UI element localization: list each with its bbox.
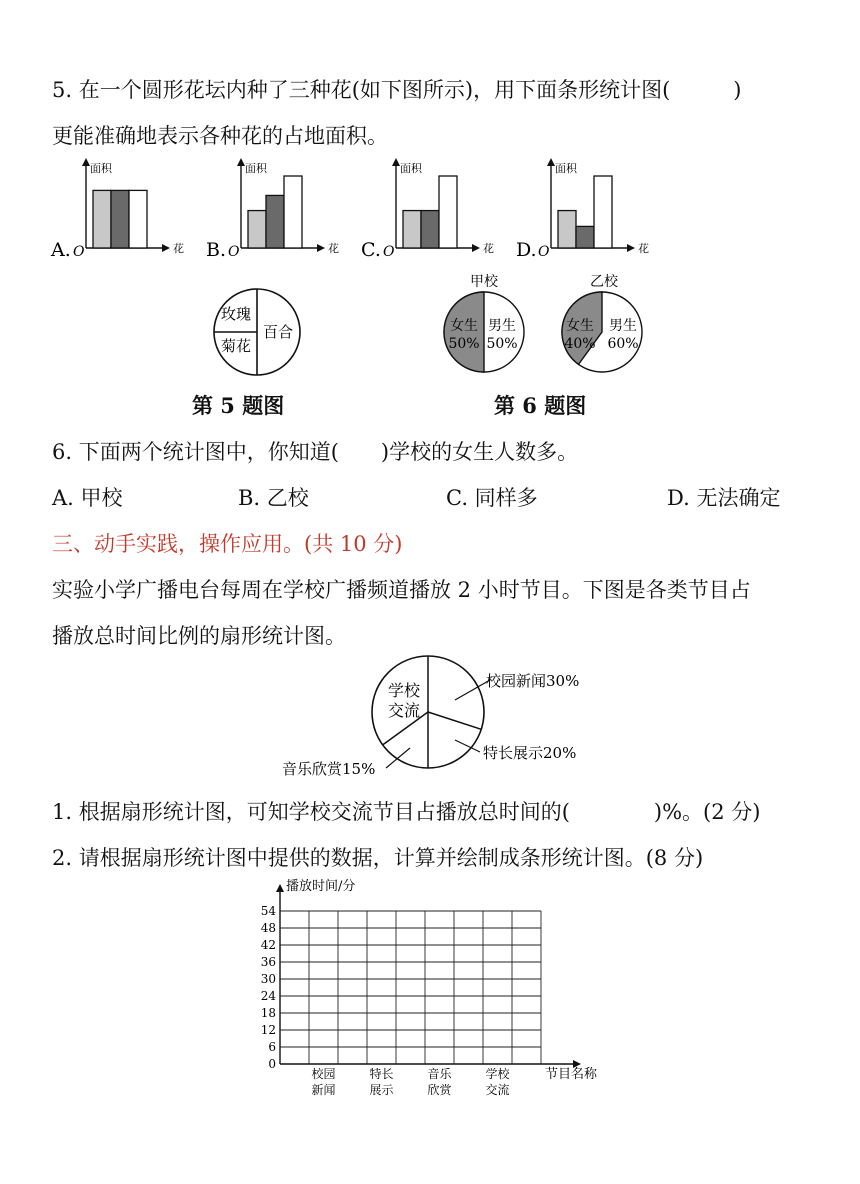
school-b-boys-pct: 60%	[607, 336, 639, 352]
blank-bar-chart[interactable]	[250, 876, 610, 1106]
q6-option-d[interactable]: D. 无法确定	[667, 486, 781, 510]
option-letter: C.	[361, 239, 381, 261]
y-axis-arrow	[276, 884, 284, 892]
option-bar	[421, 211, 439, 248]
section3-title: 三、动手实践，操作应用。(共 10 分)	[52, 532, 403, 556]
y-axis-label: 面积	[400, 162, 422, 175]
program-pie-chart	[270, 650, 610, 780]
school-b-girls-label: 女生	[566, 318, 594, 334]
origin-label: O	[73, 244, 85, 260]
x-axis-label: 花	[638, 242, 649, 255]
y-axis-label: 面积	[555, 162, 577, 175]
option-bar	[111, 190, 129, 248]
school-b-name: 乙校	[590, 274, 618, 290]
x-axis-label: 花	[328, 242, 339, 255]
y-tick-label: 18	[260, 1006, 276, 1020]
school-b-boys-label: 男生	[609, 318, 637, 334]
x-axis-arrow	[162, 244, 170, 252]
option-bar	[284, 176, 302, 248]
y-axis-label: 播放时间/分	[286, 879, 356, 894]
y-tick-label: 24	[260, 989, 276, 1003]
y-tick-label: 0	[268, 1057, 276, 1071]
x-tick-label: 校园	[311, 1067, 336, 1081]
y-axis-arrow	[547, 158, 555, 166]
option-bar	[558, 211, 576, 248]
x-tick-label: 欣赏	[427, 1083, 452, 1097]
y-axis-label: 面积	[90, 162, 112, 175]
chrysanthemum-label: 菊花	[220, 337, 252, 355]
section3-q1: 1. 根据扇形统计图，可知学校交流节目占播放总时间的( )%。(2 分)	[52, 800, 761, 824]
x-axis-label: 节目名称	[545, 1067, 598, 1082]
q6-pies	[430, 268, 670, 388]
school-a-name: 甲校	[470, 274, 498, 290]
y-tick-label: 6	[268, 1040, 276, 1054]
pie-talent-label: 特长展示20%	[483, 744, 577, 762]
option-bar	[439, 176, 457, 248]
y-axis-arrow	[237, 158, 245, 166]
x-tick-label: 学校	[485, 1067, 510, 1081]
pie-music-label: 音乐欣赏15%	[282, 760, 376, 778]
option-bar	[248, 211, 266, 248]
q5-option-charts	[40, 150, 660, 270]
origin-label: O	[538, 244, 550, 260]
y-tick-label: 36	[260, 955, 276, 969]
school-a-girls-pct: 50%	[448, 336, 480, 352]
q6-caption: 第 6 题图	[494, 393, 587, 418]
y-axis-arrow	[392, 158, 400, 166]
pie-center-label-1: 学校	[387, 681, 421, 700]
option-letter: A.	[51, 239, 71, 261]
origin-label: O	[228, 244, 240, 260]
section3-intro2: 播放总时间比例的扇形统计图。	[52, 624, 346, 648]
x-tick-label: 展示	[369, 1083, 394, 1097]
section3-intro1: 实验小学广播电台每周在学校广播频道播放 2 小时节目。下图是各类节目占	[52, 578, 751, 602]
origin-label: O	[383, 244, 395, 260]
q5-caption: 第 5 题图	[192, 393, 285, 418]
pie-news-label: 校园新闻30%	[486, 672, 580, 690]
x-tick-label: 音乐	[427, 1067, 452, 1081]
y-axis-arrow	[82, 158, 90, 166]
school-b-girls-pct: 40%	[564, 336, 596, 352]
x-tick-label: 新闻	[311, 1083, 336, 1097]
q5-line2: 更能准确地表示各种花的占地面积。	[52, 124, 388, 148]
y-tick-label: 12	[260, 1023, 276, 1037]
q6-option-b[interactable]: B. 乙校	[238, 486, 309, 510]
x-axis-arrow	[627, 244, 635, 252]
option-letter: B.	[206, 239, 227, 261]
q6-option-a[interactable]: A. 甲校	[52, 486, 123, 510]
option-bar	[266, 195, 284, 248]
rose-label: 玫瑰	[220, 305, 252, 323]
y-tick-label: 48	[260, 921, 276, 935]
school-a-boys-label: 男生	[488, 318, 516, 334]
y-axis-label: 面积	[245, 162, 267, 175]
lily-label: 百合	[262, 323, 294, 341]
pie-center-label-2: 交流	[387, 701, 421, 720]
y-tick-label: 42	[260, 938, 276, 952]
option-bar	[403, 211, 421, 248]
x-axis-label: 花	[483, 242, 494, 255]
q6-option-c[interactable]: C. 同样多	[446, 486, 538, 510]
option-bar	[576, 226, 594, 248]
y-tick-label: 30	[260, 972, 276, 986]
option-bar	[594, 176, 612, 248]
flower-bed-circle	[205, 285, 315, 385]
x-axis-arrow	[317, 244, 325, 252]
option-letter: D.	[516, 239, 537, 261]
school-a-boys-pct: 50%	[486, 336, 518, 352]
q6-question: 6. 下面两个统计图中，你知道( )学校的女生人数多。	[52, 440, 579, 464]
x-axis-arrow	[472, 244, 480, 252]
section3-q2: 2. 请根据扇形统计图中提供的数据，计算并绘制成条形统计图。(8 分)	[52, 846, 704, 870]
y-tick-label: 54	[260, 904, 276, 918]
q5-line1: 5. 在一个圆形花坛内种了三种花(如下图所示)，用下面条形统计图( )	[52, 78, 742, 102]
x-tick-label: 交流	[485, 1083, 510, 1097]
option-bar	[129, 190, 147, 248]
option-bar	[93, 190, 111, 248]
x-axis-label: 花	[173, 242, 184, 255]
school-a-girls-label: 女生	[450, 318, 478, 334]
x-tick-label: 特长	[369, 1067, 394, 1081]
